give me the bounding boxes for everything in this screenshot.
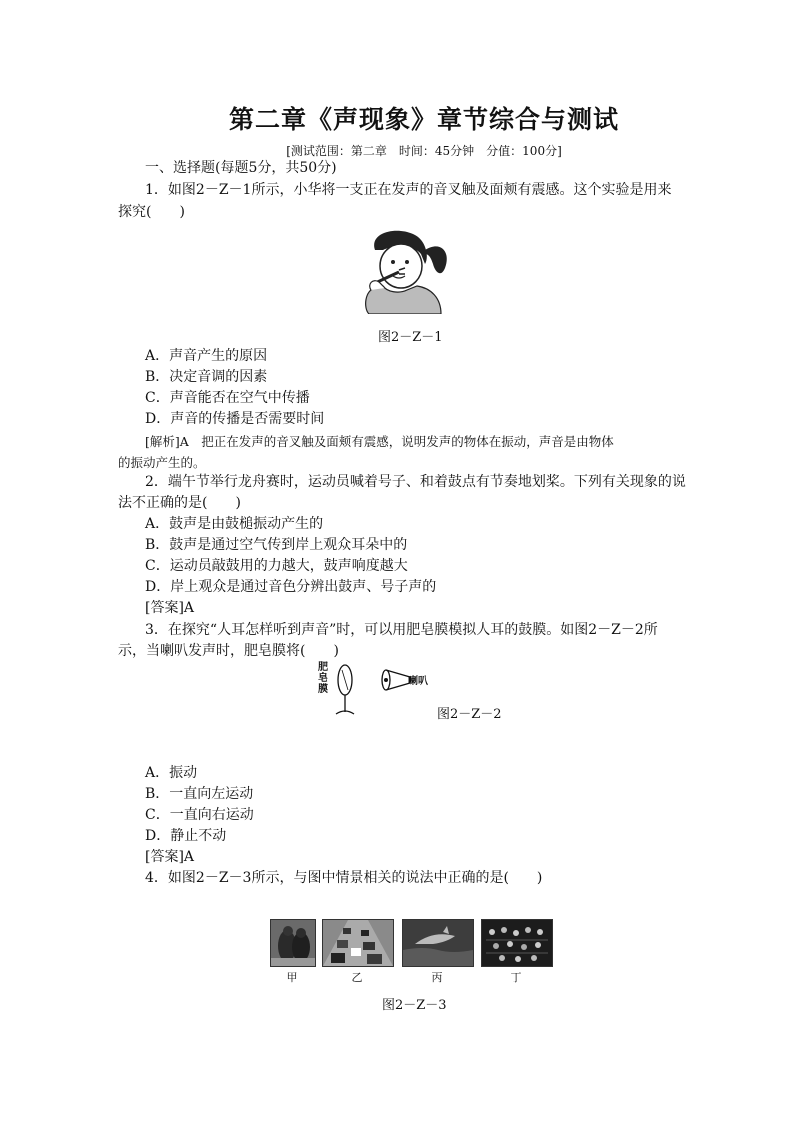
q2-option-b: B．鼓声是通过空气传到岸上观众耳朵中的 — [145, 537, 408, 553]
q1-analysis-line1: [解析]A 把正在发声的音叉触及面颊有震感，说明发声的物体在振动，声音是由物体 — [145, 434, 614, 449]
q3-option-c: C．一直向右运动 — [145, 807, 254, 823]
q1-option-d: D．声音的传播是否需要时间 — [145, 411, 325, 427]
soap-film-stand-figure — [330, 662, 360, 718]
q2-option-d: D．岸上观众是通过音色分辨出鼓声、号子声的 — [145, 579, 437, 595]
girl-tuning-fork-figure — [355, 228, 455, 314]
page-title: 第二章《声现象》章节综合与测试 — [228, 105, 619, 134]
photo-label-yi: 乙 — [351, 971, 363, 984]
photo-ding-orchestra — [481, 919, 553, 967]
photo-jia-animals — [270, 919, 316, 967]
q4-stem: 4．如图2－Z－3所示，与图中情景相关的说法中正确的是( ) — [145, 870, 543, 886]
q3-option-a: A．振动 — [145, 765, 198, 781]
q2-option-a: A．鼓声是由鼓槌振动产生的 — [145, 516, 324, 532]
photo-label-jia: 甲 — [286, 971, 298, 984]
soap-film-label: 肥皂膜 — [318, 662, 328, 695]
photo-label-ding: 丁 — [510, 971, 522, 984]
q2-option-c: C．运动员敲鼓用的力越大，鼓声响度越大 — [145, 558, 408, 574]
photo-yi-traffic — [322, 919, 394, 967]
figure-caption-1: 图2－Z－1 — [378, 330, 443, 345]
q1-stem-line1: 1．如图2－Z－1所示，小华将一支正在发声的音叉触及面颊有震感。这个实验是用来 — [145, 182, 672, 198]
section-heading: 一、选择题(每题5分，共50分) — [145, 160, 337, 176]
q2-answer: [答案]A — [145, 600, 195, 616]
photo-bing-dolphin — [402, 919, 474, 967]
q3-stem-line1: 3．在探究“人耳怎样听到声音”时，可以用肥皂膜模拟人耳的鼓膜。如图2－Z－2所 — [145, 622, 658, 638]
photo-label-bing: 丙 — [431, 971, 443, 984]
q1-option-b: B．决定音调的因素 — [145, 369, 268, 385]
figure-caption-3: 图2－Z－3 — [382, 998, 447, 1013]
q1-stem-line2: 探究( ) — [118, 204, 185, 220]
q2-stem-line2: 法不正确的是( ) — [118, 495, 241, 511]
q1-analysis-line2: 的振动产生的。 — [118, 455, 206, 470]
q1-option-c: C．声音能否在空气中传播 — [145, 390, 310, 406]
figure-caption-2: 图2－Z－2 — [437, 707, 502, 722]
q3-answer: [答案]A — [145, 849, 195, 865]
q3-option-b: B．一直向左运动 — [145, 786, 254, 802]
q1-option-a: A．声音产生的原因 — [145, 348, 268, 364]
speaker-label: 喇叭 — [408, 676, 428, 687]
q3-stem-line2: 示，当喇叭发声时，肥皂膜将( ) — [118, 643, 339, 659]
q2-stem-line1: 2．端午节举行龙舟赛时，运动员喊着号子、和着鼓点有节奏地划桨。下列有关现象的说 — [145, 474, 686, 490]
test-info: [测试范围：第二章 时间：45分钟 分值：100分] — [286, 144, 562, 158]
q3-option-d: D．静止不动 — [145, 828, 227, 844]
